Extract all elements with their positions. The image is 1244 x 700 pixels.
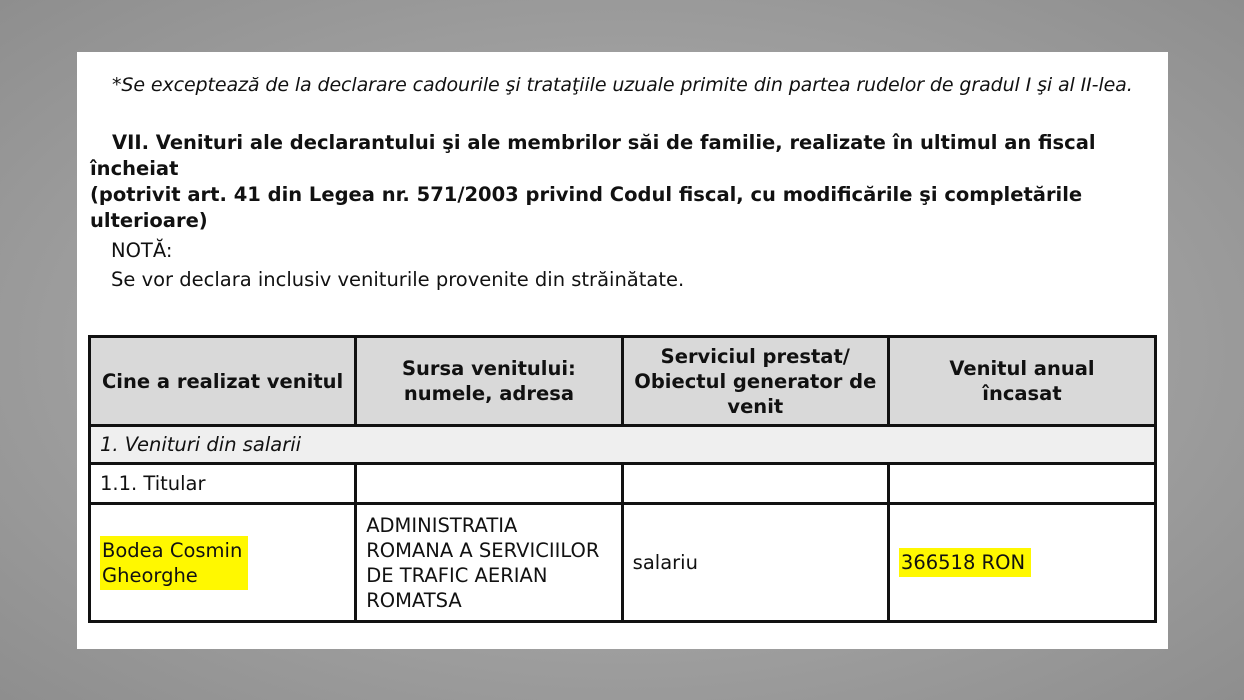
amount-highlight: 366518 RON — [899, 548, 1031, 577]
section-title-line-1: VII. Venituri ale declarantului şi ale membrilor săi de familie, realizate în ultimul an fiscal încheiat — [90, 131, 1096, 180]
nota-text: Se vor declara inclusiv veniturile provenite din străinătate. — [111, 268, 685, 291]
group-row — [90, 426, 1156, 464]
header-service: Serviciul prestat/ Obiectul generator de venit — [622, 337, 888, 426]
table-row — [90, 504, 1156, 622]
subgroup-row — [90, 464, 1156, 504]
document-page — [77, 52, 1168, 649]
section-title-line-2: (potrivit art. 41 din Legea nr. 571/2003 privind Codul fiscal, cu modificările şi completările — [90, 183, 1083, 206]
group-label: 1. Venituri din salarii — [90, 426, 1156, 464]
amount-cell — [888, 504, 1155, 622]
income-table — [88, 335, 1157, 623]
nota-block — [111, 236, 684, 294]
section-title-line-3: ulterioare) — [90, 209, 208, 232]
gifts-footnote: *Se exceptează de la declarare cadourile şi trataţiile uzuale primite din partea rudelor de gradul I şi al II-lea. — [112, 74, 1133, 96]
section-title — [90, 130, 1160, 234]
header-amount: Venitul anual încasat — [888, 337, 1155, 426]
header-who: Cine a realizat venitul — [90, 337, 356, 426]
table-header-row — [90, 337, 1156, 426]
empty-cell — [622, 464, 888, 504]
service-cell: salariu — [622, 504, 888, 622]
income-source-cell: ADMINISTRATIA ROMANA A SERVICIILOR DE TRAFIC AERIAN ROMATSA — [356, 504, 622, 622]
empty-cell — [888, 464, 1155, 504]
earner-cell — [90, 504, 356, 622]
nota-label: NOTĂ: — [111, 239, 173, 262]
subgroup-label: 1.1. Titular — [90, 464, 356, 504]
empty-cell — [356, 464, 622, 504]
earner-name-highlight: Bodea Cosmin Gheorghe — [100, 536, 248, 590]
header-source: Sursa venitului: numele, adresa — [356, 337, 622, 426]
